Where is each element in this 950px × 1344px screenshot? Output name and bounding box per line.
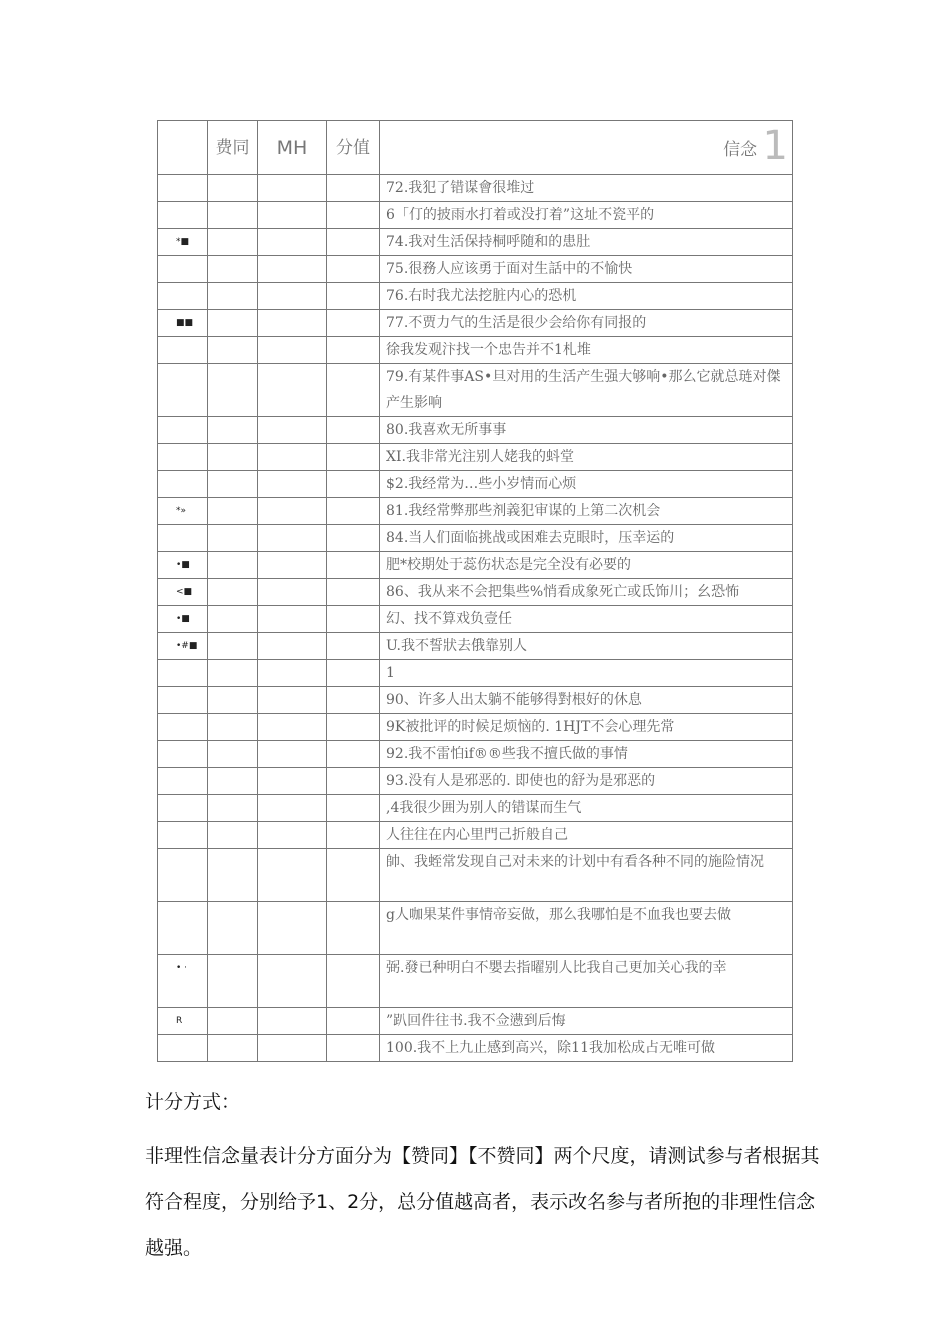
statement-cell [380, 1008, 793, 1035]
table-row [158, 525, 793, 552]
table-row [158, 768, 793, 795]
statement-cell [380, 498, 793, 525]
agree-cell [208, 337, 258, 364]
table-row [158, 1008, 793, 1035]
scoring-title: 计分方式： [145, 1091, 241, 1113]
disagree-cell [258, 579, 327, 606]
statement-text: g人咖果某件事情帝妄做，那么我哪怕是不血我也要去做 [386, 907, 731, 923]
statement-cell [380, 955, 793, 1008]
statement-text: XI.我非常光注别人姥我的蚪堂 [386, 449, 574, 465]
score-cell [327, 822, 380, 849]
agree-cell [208, 660, 258, 687]
score-cell [327, 310, 380, 337]
table-row [158, 795, 793, 822]
row-mark-cell [158, 660, 208, 687]
row-mark-cell [158, 471, 208, 498]
statement-cell [380, 579, 793, 606]
agree-cell [208, 256, 258, 283]
row-mark-cell [158, 337, 208, 364]
statement-text: 80.我喜欢无所事事 [386, 422, 507, 438]
score-cell [327, 471, 380, 498]
agree-cell [208, 283, 258, 310]
header-belief-mark: 1 [762, 122, 788, 169]
row-mark-cell [158, 1035, 208, 1062]
disagree-cell [258, 175, 327, 202]
score-cell [327, 714, 380, 741]
score-cell [327, 337, 380, 364]
table-row [158, 741, 793, 768]
statement-text: 人往往在内心里門己折般自己 [386, 827, 568, 843]
agree-cell [208, 364, 258, 417]
statement-text: 81.我经常弊那些剂義犯审谋的上第二次机会 [386, 503, 661, 519]
disagree-cell [258, 471, 327, 498]
table-row [158, 256, 793, 283]
score-cell [327, 417, 380, 444]
row-mark-cell [158, 229, 208, 256]
statement-cell [380, 768, 793, 795]
disagree-cell [258, 849, 327, 902]
agree-cell [208, 175, 258, 202]
statement-cell [380, 283, 793, 310]
row-mark-cell [158, 714, 208, 741]
disagree-cell [258, 606, 327, 633]
statement-cell [380, 822, 793, 849]
table-body [158, 121, 793, 1062]
statement-text: 徐我发观汴找一个忠告并不1札堆 [386, 342, 591, 358]
table-row [158, 310, 793, 337]
statement-cell [380, 417, 793, 444]
row-mark-cell [158, 444, 208, 471]
statement-text: 76.右时我尤法挖脏内心的恐机 [386, 288, 577, 304]
statement-text: U.我不誓狀去俄靠别人 [386, 638, 527, 654]
score-cell [327, 202, 380, 229]
row-mark: •#■ [176, 641, 198, 651]
table-row [158, 202, 793, 229]
row-mark: <■ [176, 587, 193, 597]
disagree-cell [258, 768, 327, 795]
disagree-cell [258, 364, 327, 417]
row-mark-cell [158, 1008, 208, 1035]
score-cell [327, 606, 380, 633]
score-cell [327, 525, 380, 552]
row-mark-cell [158, 849, 208, 902]
statement-cell [380, 660, 793, 687]
disagree-cell [258, 660, 327, 687]
row-mark-cell [158, 175, 208, 202]
score-cell [327, 498, 380, 525]
disagree-cell [258, 552, 327, 579]
row-mark: •■ [176, 560, 190, 570]
statement-text: ”趴回件往书.我不佥懑到后悔 [386, 1013, 566, 1029]
row-mark: *» [176, 506, 187, 516]
row-mark-cell [158, 283, 208, 310]
statement-cell [380, 1035, 793, 1062]
statement-text: 93.没有人是邪恶的. 即使也的舒为是邪恶的 [386, 773, 656, 789]
statement-text: 帥、我蛭常发现自己对未来的计划中有看各种不同的施险情况 [386, 854, 764, 870]
table-row [158, 1035, 793, 1062]
score-cell [327, 364, 380, 417]
statement-cell [380, 444, 793, 471]
disagree-cell [258, 498, 327, 525]
disagree-cell [258, 687, 327, 714]
disagree-cell [258, 1035, 327, 1062]
score-cell [327, 444, 380, 471]
header-belief [380, 121, 793, 175]
agree-cell [208, 417, 258, 444]
score-cell [327, 579, 380, 606]
statement-cell [380, 741, 793, 768]
row-mark-cell [158, 579, 208, 606]
row-mark-cell [158, 310, 208, 337]
table-row [158, 579, 793, 606]
table-row [158, 229, 793, 256]
row-mark: R [176, 1016, 183, 1026]
agree-cell [208, 444, 258, 471]
statement-cell [380, 175, 793, 202]
statement-cell [380, 633, 793, 660]
score-cell [327, 229, 380, 256]
statement-text: 1 [386, 665, 395, 681]
row-mark-cell [158, 902, 208, 955]
table-row [158, 822, 793, 849]
statement-text: 9K被批评的时候足烦恼的. 1HJT不会心理先常 [386, 719, 675, 735]
agree-cell [208, 310, 258, 337]
row-mark: •■ [176, 614, 190, 624]
table-row [158, 283, 793, 310]
statement-text: 90、许多人出太躺不能够得對根好的休息 [386, 692, 642, 708]
table-row [158, 660, 793, 687]
statement-cell [380, 849, 793, 902]
statement-cell [380, 202, 793, 229]
table-row [158, 364, 793, 417]
agree-cell [208, 795, 258, 822]
disagree-cell [258, 902, 327, 955]
statement-text: 92.我不雷怕if®®些我不擅氏做的事情 [386, 746, 628, 762]
agree-cell [208, 579, 258, 606]
row-mark-cell [158, 606, 208, 633]
statement-cell [380, 471, 793, 498]
row-mark-cell [158, 552, 208, 579]
agree-cell [208, 768, 258, 795]
table-row [158, 849, 793, 902]
agree-cell [208, 741, 258, 768]
agree-cell [208, 1008, 258, 1035]
statement-text: 6「仃的披雨水打着或没打着”这址不瓷平的 [386, 207, 655, 223]
score-cell [327, 660, 380, 687]
statement-text: ,4我很少囲为别人的错谋而生气 [386, 800, 582, 816]
row-mark-cell [158, 741, 208, 768]
disagree-cell [258, 955, 327, 1008]
row-mark-cell [158, 768, 208, 795]
row-mark: ■■ [176, 318, 194, 328]
row-mark-cell [158, 525, 208, 552]
statement-cell [380, 687, 793, 714]
row-mark-cell [158, 364, 208, 417]
table-row [158, 902, 793, 955]
table-row [158, 606, 793, 633]
row-mark-cell [158, 417, 208, 444]
statement-cell [380, 606, 793, 633]
agree-cell [208, 202, 258, 229]
disagree-cell [258, 444, 327, 471]
disagree-cell [258, 741, 327, 768]
statement-text: $2.我经常为…些小岁情而心烦 [386, 476, 577, 492]
statement-cell [380, 310, 793, 337]
statement-cell [380, 552, 793, 579]
statement-text: 75.很務人应该勇于面对生話中的不愉快 [386, 261, 633, 277]
disagree-cell [258, 795, 327, 822]
statement-text: 100.我不上九止感到高兴，除11我加松成占无唯可做 [386, 1040, 715, 1056]
row-mark: *■ [176, 237, 190, 247]
score-cell [327, 1035, 380, 1062]
table-header-row [158, 121, 793, 175]
disagree-cell [258, 1008, 327, 1035]
table-row [158, 471, 793, 498]
score-cell [327, 633, 380, 660]
agree-cell [208, 822, 258, 849]
agree-cell [208, 714, 258, 741]
table-row [158, 444, 793, 471]
score-cell [327, 1008, 380, 1035]
disagree-cell [258, 633, 327, 660]
row-mark-cell [158, 256, 208, 283]
statement-text: 幻、找不算戏负壹任 [386, 611, 512, 627]
row-mark-cell [158, 955, 208, 1008]
disagree-cell [258, 714, 327, 741]
statement-text: 74.我对生活保持桐呼随和的患肚 [386, 234, 591, 250]
agree-cell [208, 849, 258, 902]
statement-text: 77.不贾力气的生活是很少会给你有同报的 [386, 315, 647, 331]
score-cell [327, 741, 380, 768]
statement-cell [380, 256, 793, 283]
score-cell [327, 283, 380, 310]
row-mark-cell [158, 795, 208, 822]
score-cell [327, 175, 380, 202]
table-row [158, 633, 793, 660]
header-belief-label: 信念 [723, 139, 758, 160]
table-row [158, 337, 793, 364]
table-row [158, 417, 793, 444]
disagree-cell [258, 283, 327, 310]
row-mark-cell [158, 822, 208, 849]
row-mark-cell [158, 687, 208, 714]
agree-cell [208, 902, 258, 955]
agree-cell [208, 955, 258, 1008]
table-row [158, 552, 793, 579]
statement-cell [380, 525, 793, 552]
agree-cell [208, 525, 258, 552]
statement-text: 肥*校期处于蕊伤状态是完全没有必要的 [386, 557, 631, 573]
score-cell [327, 687, 380, 714]
table-row [158, 498, 793, 525]
score-cell [327, 256, 380, 283]
disagree-cell [258, 417, 327, 444]
agree-cell [208, 498, 258, 525]
belief-scale-table [157, 120, 793, 1062]
score-cell [327, 955, 380, 1008]
row-mark-cell [158, 633, 208, 660]
agree-cell [208, 229, 258, 256]
statement-text: 84.当人们面临挑战或困难去克眼时，压幸运的 [386, 530, 675, 546]
row-mark: • · [176, 963, 188, 973]
agree-cell [208, 606, 258, 633]
table-row [158, 175, 793, 202]
agree-cell [208, 471, 258, 498]
score-cell [327, 552, 380, 579]
score-cell [327, 768, 380, 795]
statement-cell [380, 714, 793, 741]
agree-cell [208, 1035, 258, 1062]
score-cell [327, 795, 380, 822]
score-cell [327, 849, 380, 902]
statement-text: 86、我从来不会把集些%悄看成象死亡或氐饰川；幺恐怖 [386, 584, 740, 600]
statement-cell [380, 902, 793, 955]
scoring-description: 非理性信念量表计分方面分为【赞同】【不赞同】两个尺度，请测试参与者根据其符合程度，分别给予1、2分，总分值越高者，表示改名参与者所抱的非理性信念越强。 [145, 1145, 820, 1259]
row-mark-cell [158, 202, 208, 229]
disagree-cell [258, 525, 327, 552]
header-disagree: MH [258, 121, 327, 175]
statement-text: 72.我犯了错谋會很堆过 [386, 180, 535, 196]
statement-cell [380, 795, 793, 822]
header-score: 分值 [327, 121, 380, 175]
score-cell [327, 902, 380, 955]
disagree-cell [258, 229, 327, 256]
disagree-cell [258, 310, 327, 337]
header-agree: 费同 [208, 121, 258, 175]
statement-text: 弼.發已种明白不嬰去指曜别人比我自己更加关心我的幸 [386, 960, 727, 976]
agree-cell [208, 687, 258, 714]
disagree-cell [258, 256, 327, 283]
table-row [158, 714, 793, 741]
table-row [158, 955, 793, 1008]
disagree-cell [258, 337, 327, 364]
agree-cell [208, 633, 258, 660]
statement-cell [380, 337, 793, 364]
table-row [158, 687, 793, 714]
agree-cell [208, 552, 258, 579]
statement-cell [380, 229, 793, 256]
statement-cell [380, 364, 793, 417]
statement-text: 79.有某件事AS•旦对用的生活产生强大够响•那么它就总琏对傑产生影响 [386, 369, 781, 411]
disagree-cell [258, 202, 327, 229]
disagree-cell [258, 822, 327, 849]
header-mark-cell [158, 121, 208, 175]
row-mark-cell [158, 498, 208, 525]
